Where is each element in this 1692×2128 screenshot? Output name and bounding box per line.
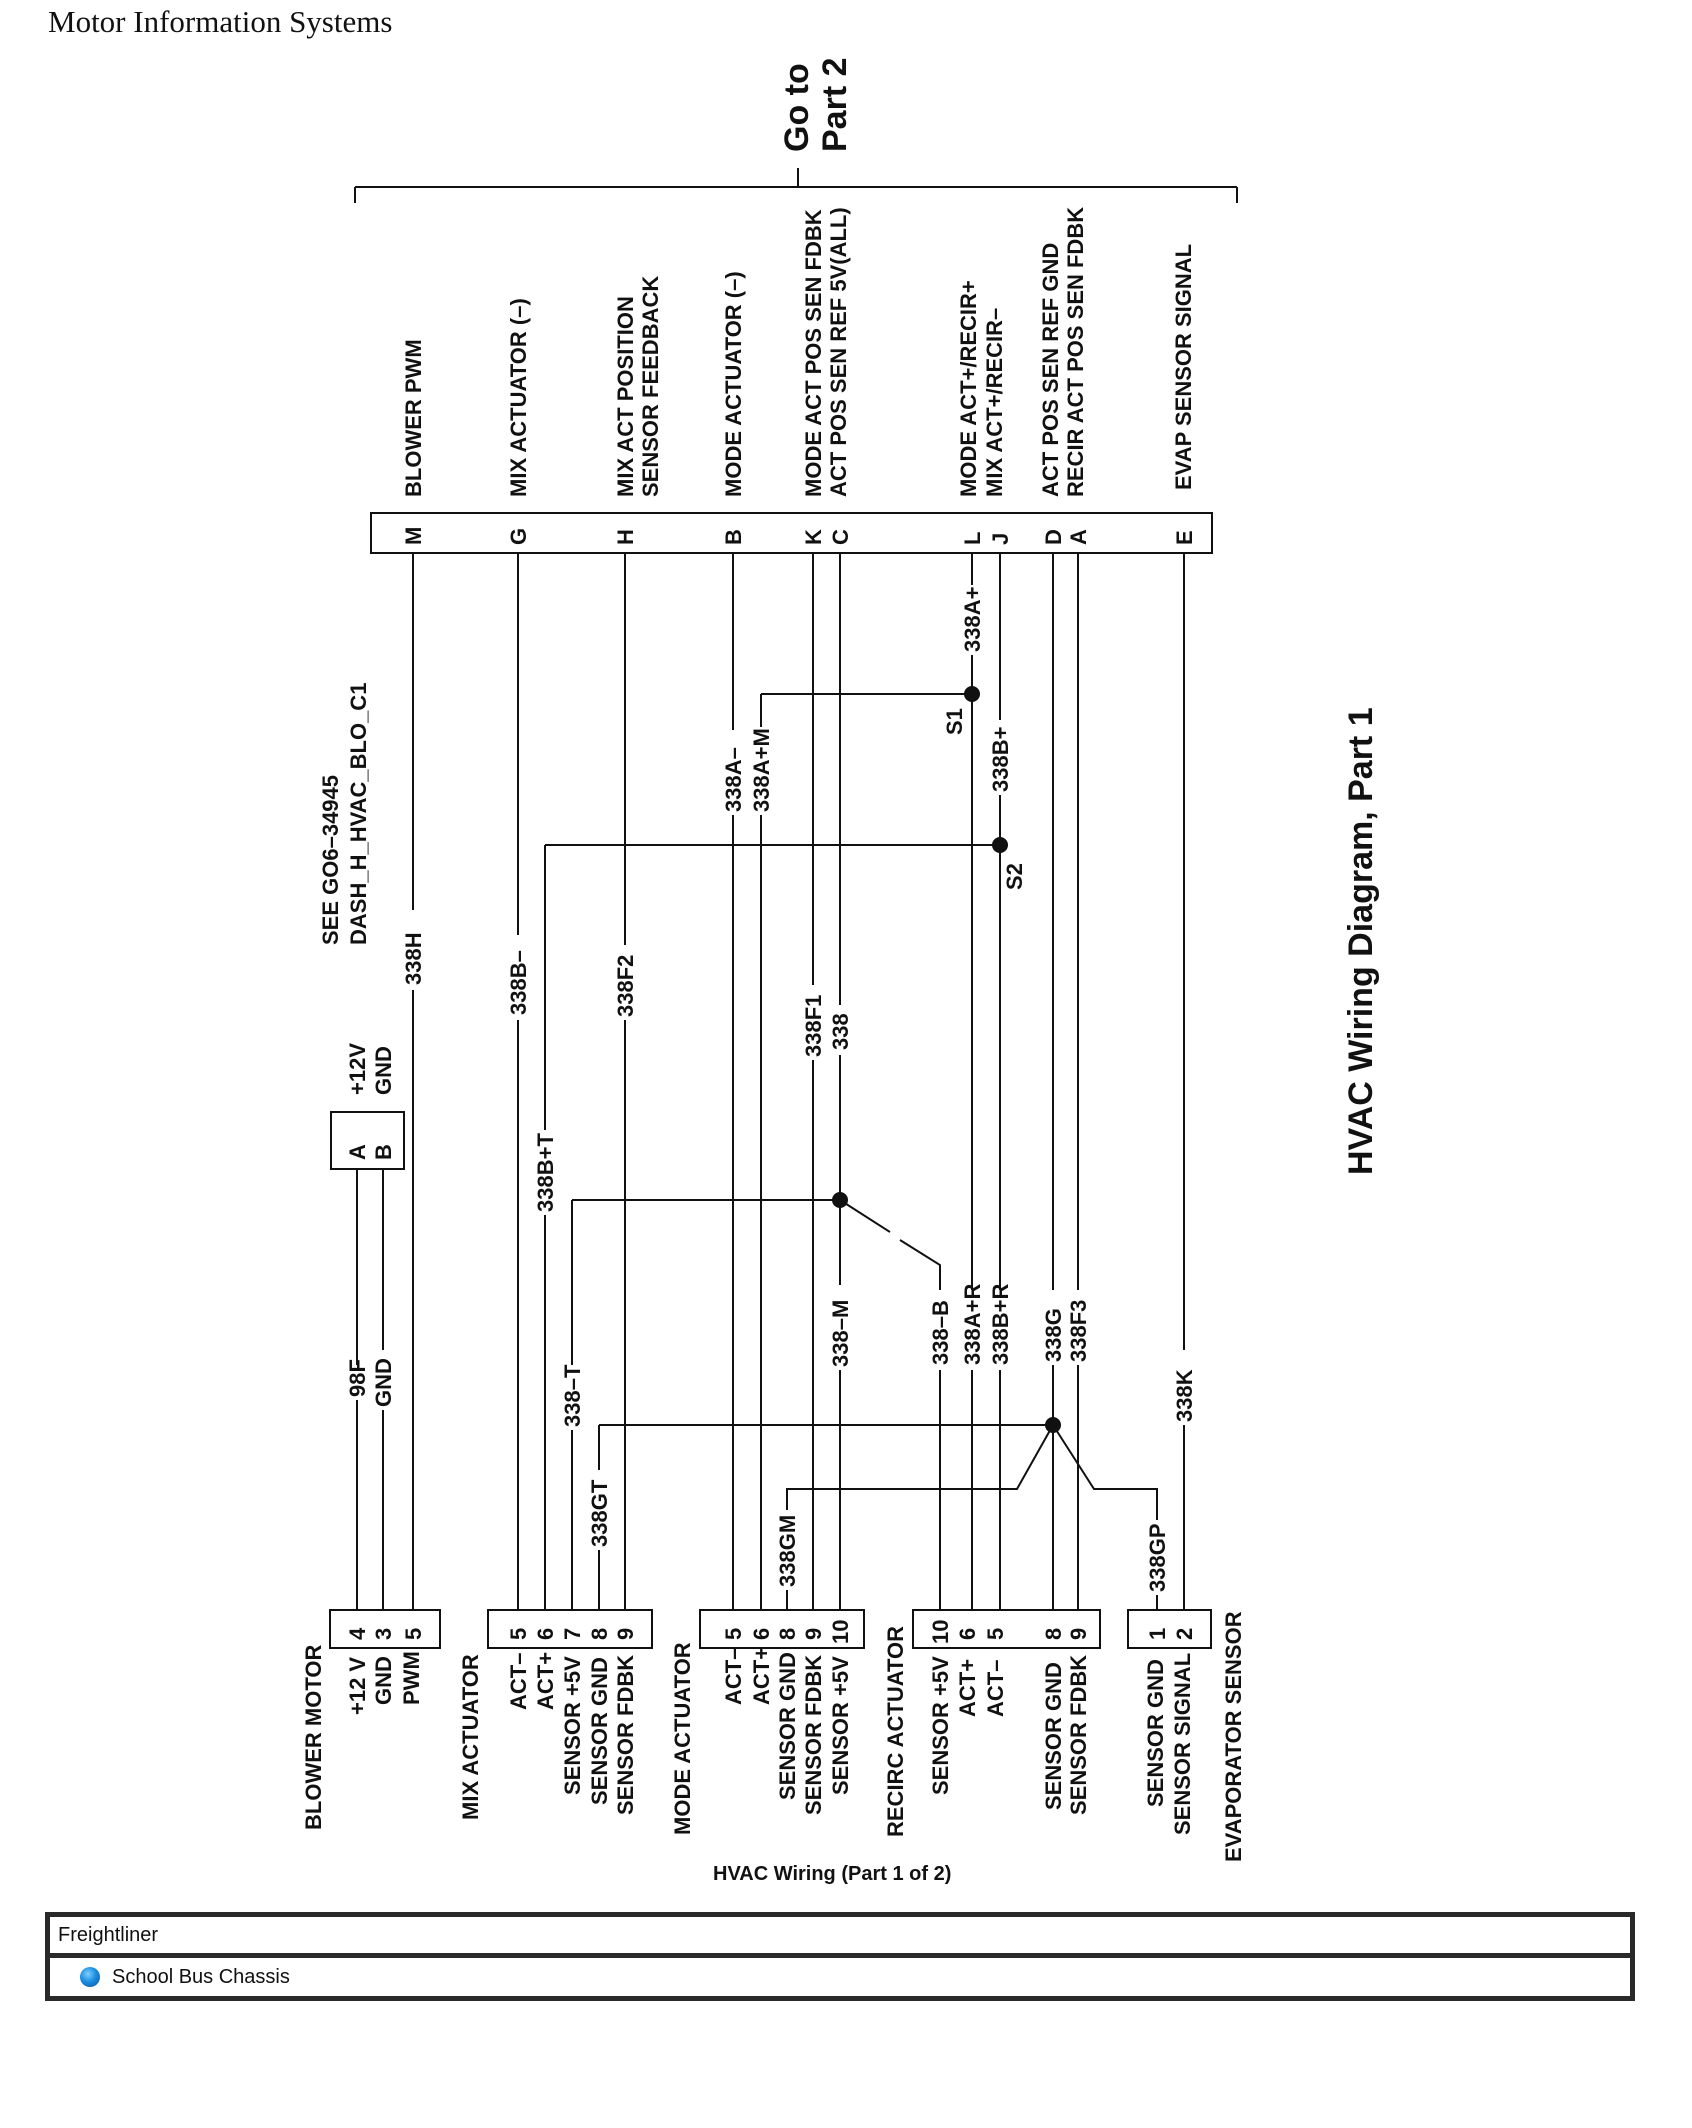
svg-text:BLOWER PWM: BLOWER PWM — [401, 339, 426, 497]
svg-text:GND: GND — [371, 1046, 396, 1095]
svg-text:K: K — [801, 529, 826, 545]
evaporator-sensor-connector — [1128, 1610, 1246, 1862]
svg-text:L: L — [960, 531, 985, 545]
svg-text:SENSOR FDBK: SENSOR FDBK — [801, 1654, 826, 1815]
svg-text:10: 10 — [928, 1619, 953, 1644]
svg-text:3: 3 — [371, 1627, 396, 1640]
blue-sphere-bullet-icon — [80, 1967, 100, 1987]
splice-s2-dot — [992, 837, 1008, 853]
svg-text:+12 V: +12 V — [345, 1656, 370, 1715]
svg-text:338A+M: 338A+M — [749, 728, 774, 812]
svg-text:7: 7 — [560, 1627, 585, 1640]
svg-text:338: 338 — [828, 1013, 853, 1050]
svg-text:SENSOR GND: SENSOR GND — [775, 1652, 800, 1800]
svg-text:SEE GO6–34945: SEE GO6–34945 — [318, 774, 343, 945]
svg-text:S2: S2 — [1002, 863, 1027, 890]
svg-text:ACT+: ACT+ — [749, 1646, 774, 1705]
svg-text:E: E — [1172, 530, 1197, 545]
svg-text:8: 8 — [587, 1627, 612, 1640]
svg-text:MODE ACTUATOR (–): MODE ACTUATOR (–) — [721, 271, 746, 497]
hvac-module-connector — [371, 513, 1212, 553]
page-header-title: Motor Information Systems — [48, 4, 393, 39]
svg-text:M: M — [401, 526, 426, 545]
svg-text:338GT: 338GT — [587, 1479, 612, 1547]
svg-text:A: A — [1066, 529, 1091, 545]
svg-text:1: 1 — [1145, 1627, 1170, 1640]
diagram-title: HVAC Wiring Diagram, Part 1 — [1342, 707, 1380, 1175]
svg-text:RECIRC ACTUATOR: RECIRC ACTUATOR — [883, 1625, 908, 1837]
svg-text:6: 6 — [749, 1627, 774, 1640]
make-row — [50, 1917, 1630, 1953]
svg-text:ACT–: ACT– — [506, 1652, 531, 1710]
mode-actuator-connector — [670, 1610, 864, 1835]
wire-labels — [345, 587, 1197, 1592]
svg-text:Go to: Go to — [778, 63, 816, 152]
svg-text:B: B — [721, 529, 746, 545]
svg-text:Part 2: Part 2 — [816, 57, 854, 152]
module-pin-descriptions — [401, 207, 1196, 497]
diagram-caption: HVAC Wiring (Part 1 of 2) — [713, 1863, 952, 1885]
svg-text:8: 8 — [775, 1627, 800, 1640]
svg-text:338F3: 338F3 — [1066, 1299, 1091, 1362]
svg-text:338–T: 338–T — [560, 1364, 585, 1427]
svg-text:338GP: 338GP — [1145, 1523, 1170, 1592]
connector-reference-label[interactable] — [318, 683, 371, 945]
svg-text:J: J — [988, 532, 1013, 545]
svg-text:ACT+: ACT+ — [533, 1651, 558, 1710]
svg-text:S1: S1 — [942, 708, 967, 735]
svg-text:MIX ACT+/RECIR–: MIX ACT+/RECIR– — [982, 307, 1007, 497]
svg-text:ACT+: ACT+ — [955, 1658, 980, 1717]
svg-text:PWM: PWM — [399, 1651, 424, 1705]
model-row[interactable] — [50, 1958, 1630, 1996]
mix-actuator-connector — [458, 1610, 652, 1820]
svg-text:338B+T: 338B+T — [533, 1133, 558, 1212]
svg-text:98F: 98F — [345, 1359, 370, 1397]
make-label: Freightliner — [58, 1923, 159, 1946]
svg-text:5: 5 — [721, 1627, 746, 1640]
svg-text:MIX ACTUATOR (–): MIX ACTUATOR (–) — [506, 298, 531, 497]
svg-text:338F2: 338F2 — [613, 954, 638, 1017]
blower-motor-connector — [301, 1610, 440, 1830]
svg-text:6: 6 — [955, 1627, 980, 1640]
svg-text:MODE ACTUATOR: MODE ACTUATOR — [670, 1642, 695, 1835]
svg-text:SENSOR FDBK: SENSOR FDBK — [1066, 1654, 1091, 1815]
svg-text:338A+: 338A+ — [960, 586, 985, 652]
svg-text:SENSOR FEEDBACK: SENSOR FEEDBACK — [638, 275, 663, 497]
svg-text:ACT POS SEN REF 5V(ALL): ACT POS SEN REF 5V(ALL) — [826, 207, 851, 497]
svg-text:MIX ACTUATOR: MIX ACTUATOR — [458, 1654, 483, 1820]
svg-text:G: G — [506, 527, 531, 545]
svg-text:338–M: 338–M — [828, 1299, 853, 1367]
svg-text:SENSOR +5V: SENSOR +5V — [828, 1656, 853, 1795]
svg-text:338B–: 338B– — [506, 950, 531, 1015]
svg-text:338G: 338G — [1041, 1308, 1066, 1362]
svg-text:9: 9 — [613, 1627, 638, 1640]
svg-text:338B+: 338B+ — [988, 726, 1013, 792]
svg-text:ACT–: ACT– — [983, 1659, 1008, 1717]
svg-text:338F1: 338F1 — [801, 994, 826, 1057]
svg-text:SENSOR GND: SENSOR GND — [1041, 1662, 1066, 1810]
svg-text:GND: GND — [371, 1656, 396, 1705]
svg-text:MODE ACT POS SEN FDBK: MODE ACT POS SEN FDBK — [801, 209, 826, 497]
svg-text:10: 10 — [828, 1619, 853, 1644]
svg-text:SENSOR GND: SENSOR GND — [587, 1657, 612, 1805]
svg-text:338GM: 338GM — [775, 1514, 800, 1587]
svg-text:338A–: 338A– — [721, 747, 746, 812]
svg-text:ACT POS SEN REF GND: ACT POS SEN REF GND — [1038, 242, 1063, 497]
splice-s1-dot — [964, 686, 980, 702]
svg-text:SENSOR +5V: SENSOR +5V — [560, 1656, 585, 1795]
svg-text:D: D — [1041, 529, 1066, 545]
svg-text:5: 5 — [401, 1627, 426, 1640]
svg-text:9: 9 — [1066, 1627, 1091, 1640]
power-ground-connector — [331, 1043, 404, 1169]
svg-text:MODE ACT+/RECIR+: MODE ACT+/RECIR+ — [956, 280, 981, 497]
go-to-part2-label[interactable] — [778, 58, 854, 153]
svg-text:9: 9 — [801, 1627, 826, 1640]
svg-text:ACT–: ACT– — [721, 1647, 746, 1705]
svg-text:SENSOR +5V: SENSOR +5V — [928, 1656, 953, 1795]
svg-text:4: 4 — [345, 1627, 370, 1640]
svg-text:338K: 338K — [1172, 1369, 1197, 1422]
svg-text:8: 8 — [1041, 1627, 1066, 1640]
recirc-actuator-connector — [883, 1610, 1100, 1837]
svg-text:2: 2 — [1172, 1627, 1197, 1640]
svg-text:5: 5 — [506, 1627, 531, 1640]
svg-text:SENSOR FDBK: SENSOR FDBK — [613, 1654, 638, 1815]
vehicle-info-table — [45, 1912, 1635, 2001]
svg-text:B: B — [371, 1144, 396, 1160]
svg-text:MIX ACT POSITION: MIX ACT POSITION — [613, 296, 638, 497]
svg-text:338B+R: 338B+R — [988, 1283, 1013, 1365]
svg-text:EVAP SENSOR SIGNAL: EVAP SENSOR SIGNAL — [1171, 243, 1196, 490]
svg-text:SENSOR GND: SENSOR GND — [1143, 1659, 1168, 1807]
part2-bracket — [355, 168, 1237, 203]
svg-text:5: 5 — [983, 1627, 1008, 1640]
splice-338-dot — [832, 1192, 848, 1208]
svg-text:SENSOR SIGNAL: SENSOR SIGNAL — [1170, 1652, 1195, 1835]
svg-text:A: A — [345, 1144, 370, 1160]
svg-text:RECIR ACT POS SEN FDBK: RECIR ACT POS SEN FDBK — [1063, 206, 1088, 497]
svg-text:H: H — [613, 529, 638, 545]
svg-text:338–B: 338–B — [928, 1300, 953, 1365]
svg-text:6: 6 — [533, 1627, 558, 1640]
svg-text:BLOWER MOTOR: BLOWER MOTOR — [301, 1644, 326, 1830]
model-label[interactable]: School Bus Chassis — [112, 1965, 290, 1988]
splice-ground-dot — [1045, 1417, 1061, 1433]
svg-text:DASH_H_HVAC_BLO_C1: DASH_H_HVAC_BLO_C1 — [346, 682, 371, 945]
svg-text:338H: 338H — [401, 932, 426, 985]
svg-text:C: C — [828, 529, 853, 545]
wires — [357, 553, 1184, 1610]
svg-text:GND: GND — [371, 1358, 396, 1407]
svg-text:338A+R: 338A+R — [960, 1283, 985, 1365]
svg-text:EVAPORATOR SENSOR: EVAPORATOR SENSOR — [1221, 1611, 1246, 1862]
svg-text:+12V: +12V — [345, 1043, 370, 1095]
